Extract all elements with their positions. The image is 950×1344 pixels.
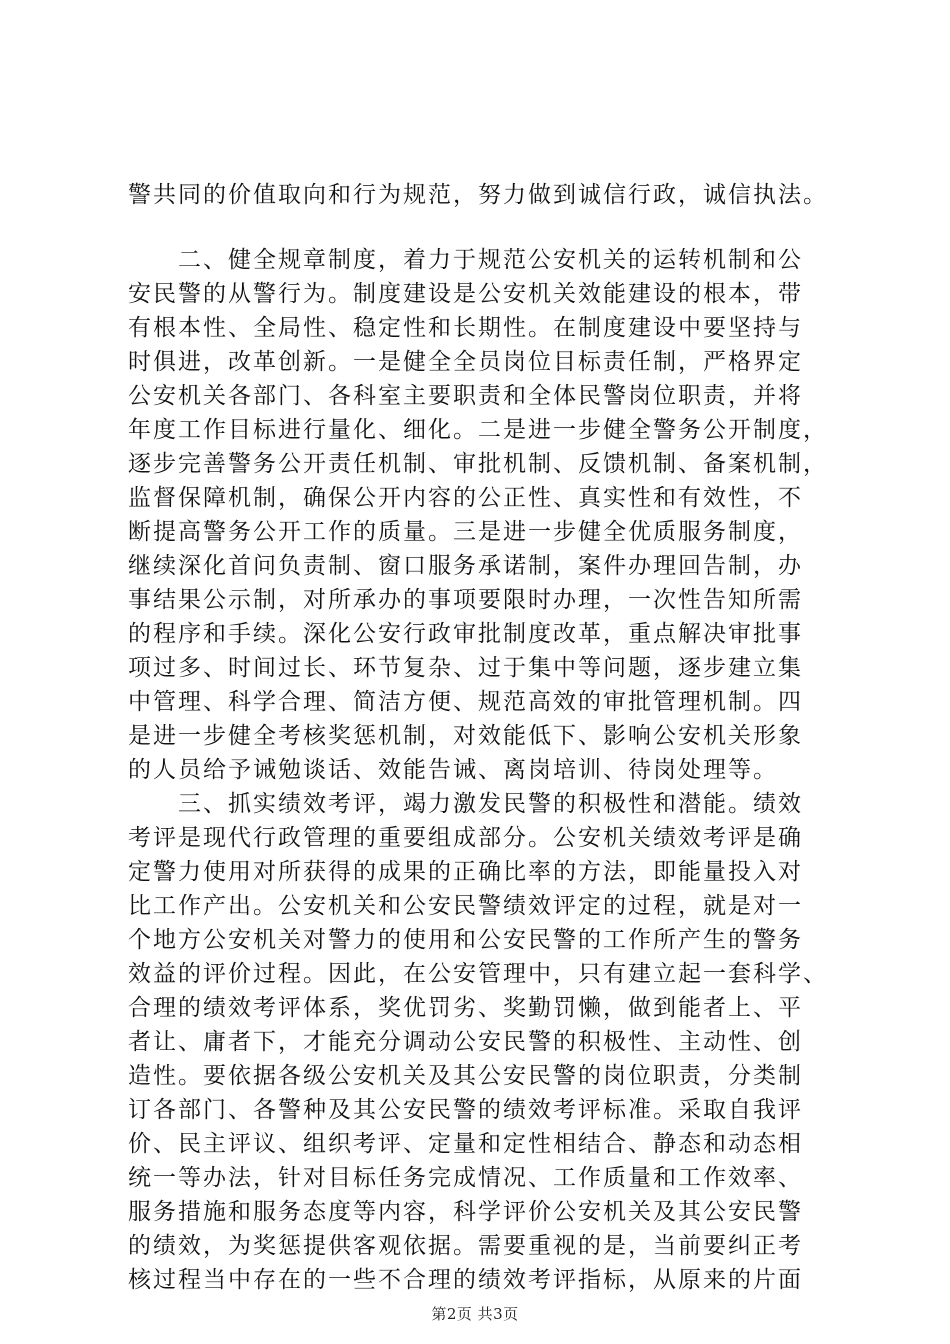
- text-line: 价、民主评议、组织考评、定量和定性相结合、静态和动态相: [128, 1131, 803, 1157]
- text-line: 断提高警务公开工作的质量。三是进一步健全优质服务制度，: [128, 519, 803, 545]
- paragraph-start-line: 三、抓实绩效考评，竭力激发民警的积极性和潜能。绩效: [178, 791, 803, 817]
- text-line: 监督保障机制，确保公开内容的公正性、真实性和有效性，不: [128, 485, 803, 511]
- text-line: 的绩效，为奖惩提供客观依据。需要重视的是，当前要纠正考: [128, 1233, 803, 1259]
- text-line: 个地方公安机关对警力的使用和公安民警的工作所产生的警务: [128, 927, 803, 953]
- text-line: 比工作产出。公安机关和公安民警绩效评定的过程，就是对一: [128, 893, 803, 919]
- text-line: 时俱进，改革创新。一是健全全员岗位目标责任制，严格界定: [128, 349, 803, 375]
- text-line: 定警力使用对所获得的成果的正确比率的方法，即能量投入对: [128, 859, 803, 885]
- text-line: 项过多、时间过长、环节复杂、过于集中等问题，逐步建立集: [128, 655, 803, 681]
- text-line: 合理的绩效考评体系，奖优罚劣、奖勤罚懒，做到能者上、平: [128, 995, 803, 1021]
- text-line: 事结果公示制，对所承办的事项要限时办理，一次性告知所需: [128, 587, 803, 613]
- text-line: 公安机关各部门、各科室主要职责和全体民警岗位职责，并将: [128, 383, 803, 409]
- text-line: 安民警的从警行为。制度建设是公安机关效能建设的根本，带: [128, 281, 803, 307]
- page-number-footer: 第2页 共3页: [431, 1305, 519, 1323]
- text-line: 统一等办法，针对目标任务完成情况、工作质量和工作效率、: [128, 1165, 803, 1191]
- text-line: 逐步完善警务公开责任机制、审批机制、反馈机制、备案机制，: [128, 451, 828, 477]
- text-line: 造性。要依据各级公安机关及其公安民警的岗位职责，分类制: [128, 1063, 803, 1089]
- text-line: 中管理、科学合理、简洁方便、规范高效的审批管理机制。四: [128, 689, 803, 715]
- text-line: 效益的评价过程。因此，在公安管理中，只有建立起一套科学、: [128, 961, 828, 987]
- text-line: 有根本性、全局性、稳定性和长期性。在制度建设中要坚持与: [128, 315, 803, 341]
- text-line: 是进一步健全考核奖惩机制，对效能低下、影响公安机关形象: [128, 723, 803, 749]
- text-line: 核过程当中存在的一些不合理的绩效考评指标，从原来的片面: [128, 1267, 803, 1293]
- text-line: 的程序和手续。深化公安行政审批制度改革，重点解决审批事: [128, 621, 803, 647]
- text-line: 者让、庸者下，才能充分调动公安民警的积极性、主动性、创: [128, 1029, 803, 1055]
- text-line: 考评是现代行政管理的重要组成部分。公安机关绩效考评是确: [128, 825, 803, 851]
- text-line: 订各部门、各警种及其公安民警的绩效考评标准。采取自我评: [128, 1097, 803, 1123]
- text-line: 继续深化首问负责制、窗口服务承诺制，案件办理回告制，办: [128, 553, 803, 579]
- text-line: 警共同的价值取向和行为规范，努力做到诚信行政，诚信执法。: [128, 182, 828, 208]
- text-line: 年度工作目标进行量化、细化。二是进一步健全警务公开制度，: [128, 417, 828, 443]
- paragraph-start-line: 二、健全规章制度，着力于规范公安机关的运转机制和公: [178, 247, 803, 273]
- text-line: 的人员给予诫勉谈话、效能告诫、离岗培训、待岗处理等。: [128, 757, 778, 783]
- text-line: 服务措施和服务态度等内容，科学评价公安机关及其公安民警: [128, 1199, 803, 1225]
